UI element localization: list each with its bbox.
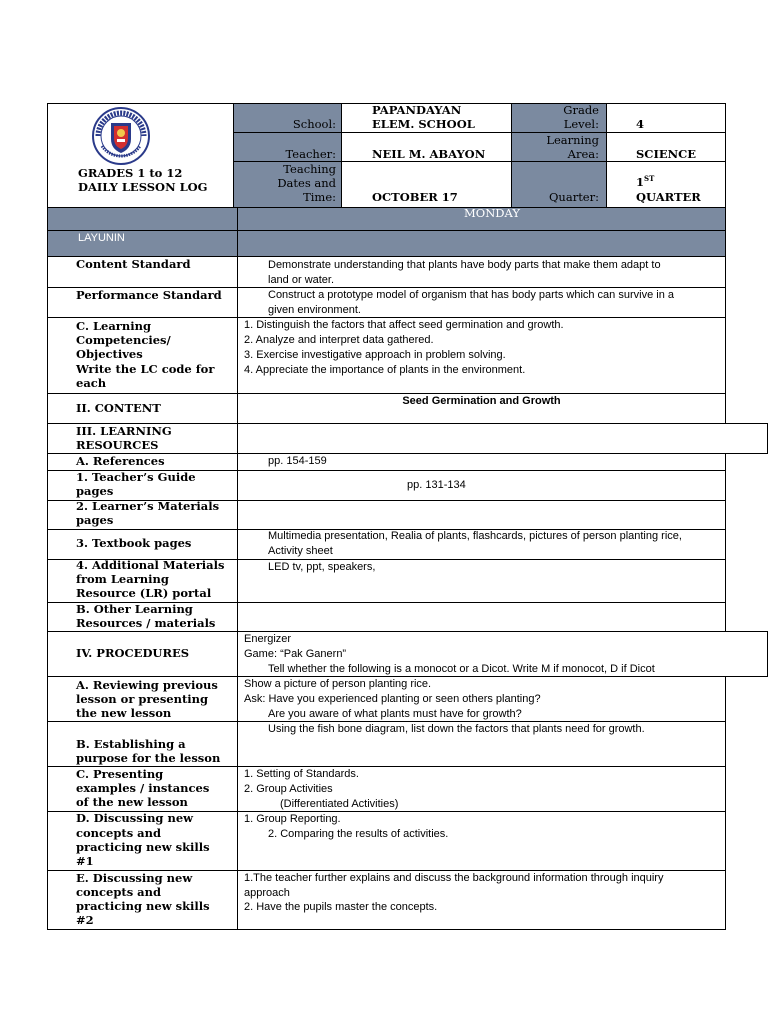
procedures-line1: Energizer bbox=[244, 633, 292, 645]
competencies-label-line2: Competencies/ bbox=[76, 333, 171, 347]
quarter-value-word: QUARTER bbox=[636, 190, 701, 204]
teacher-value: NEIL M. ABAYON bbox=[372, 147, 486, 161]
references-label: A. References bbox=[76, 454, 165, 468]
discussing2-line3: 2. Have the pupils master the concepts. bbox=[244, 901, 438, 913]
additional-materials-label-line1: 4. Additional Materials bbox=[76, 558, 225, 572]
additional-materials-label-line2: from Learning bbox=[76, 572, 169, 586]
presenting-label-line1: C. Presenting bbox=[76, 767, 164, 781]
layunin-cell bbox=[47, 230, 238, 257]
competencies-label-line1: C. Learning bbox=[76, 319, 152, 333]
deped-seal-logo bbox=[90, 106, 152, 166]
reviewing-label-line2: lesson or presenting bbox=[76, 692, 209, 706]
quarter-value-number bbox=[636, 175, 654, 190]
content-standard-label: Content Standard bbox=[76, 257, 191, 271]
quarter-number: 1 bbox=[636, 175, 645, 189]
discussing2-label-line4: #2 bbox=[76, 913, 94, 927]
dates-label-line3: Time: bbox=[303, 190, 336, 204]
other-resources-value-cell bbox=[237, 602, 726, 632]
competency-item-4: 4. Appreciate the importance of plants in the environment. bbox=[244, 364, 526, 376]
other-resources-label-line2: Resources / materials bbox=[76, 616, 216, 630]
teacher-label: Teacher: bbox=[285, 147, 336, 161]
discussing2-label-line3: practicing new skills bbox=[76, 899, 210, 913]
discussing2-label-line2: concepts and bbox=[76, 885, 162, 899]
day-header-left-cell bbox=[47, 207, 238, 231]
textbook-label: 3. Textbook pages bbox=[76, 536, 192, 550]
establishing-label-line1: B. Establishing a bbox=[76, 737, 186, 751]
other-resources-label-line1: B. Other Learning bbox=[76, 602, 193, 616]
presenting-line2: 2. Group Activities bbox=[244, 783, 333, 795]
teachers-guide-value-cell bbox=[237, 470, 726, 501]
discussing1-label-line3: practicing new skills bbox=[76, 840, 210, 854]
discussing1-label-line2: concepts and bbox=[76, 826, 162, 840]
dates-value: OCTOBER 17 bbox=[372, 190, 458, 204]
grade-label-line2: Level: bbox=[563, 117, 599, 131]
establishing-label-line2: purpose for the lesson bbox=[76, 751, 221, 765]
procedures-label: IV. PROCEDURES bbox=[76, 646, 190, 660]
discussing1-label-line1: D. Discussing new bbox=[76, 811, 194, 825]
school-label: School: bbox=[292, 117, 336, 131]
presenting-label-line3: of the new lesson bbox=[76, 795, 188, 809]
teachers-guide-label-line1: 1. Teacher’s Guide bbox=[76, 470, 196, 484]
learning-resources-value-cell bbox=[237, 423, 768, 454]
area-value: SCIENCE bbox=[636, 147, 697, 161]
reviewing-label-line1: A. Reviewing previous bbox=[76, 678, 218, 692]
school-value-line1: PAPANDAYAN bbox=[372, 103, 462, 117]
presenting-line1: 1. Setting of Standards. bbox=[244, 768, 359, 780]
dates-label-line2: Dates and bbox=[277, 176, 336, 190]
content-standard-line1: Demonstrate understanding that plants have body parts that make them adapt to bbox=[268, 259, 661, 271]
content-standard-line2: land or water. bbox=[268, 274, 335, 286]
log-title-line1: GRADES 1 to 12 bbox=[78, 166, 183, 180]
competency-item-1: 1. Distinguish the factors that affect seed germination and growth. bbox=[244, 319, 564, 331]
textbook-line1: Multimedia presentation, Realia of plants, flashcards, pictures of person planting rice, bbox=[268, 530, 682, 542]
performance-standard-line1: Construct a prototype model of organism that has body parts which can survive in a bbox=[268, 289, 674, 301]
quarter-suffix: ST bbox=[644, 174, 655, 183]
learners-materials-value-cell bbox=[237, 500, 726, 530]
log-title-line2: DAILY LESSON LOG bbox=[78, 180, 208, 194]
competencies-label-line4: Write the LC code for bbox=[76, 362, 215, 376]
grade-label-line1: Grade bbox=[563, 103, 599, 117]
learners-materials-label-line2: pages bbox=[76, 513, 114, 527]
discussing1-line1: 1. Group Reporting. bbox=[244, 813, 341, 825]
learners-materials-label-line1: 2. Learner’s Materials bbox=[76, 499, 220, 513]
layunin-right-cell bbox=[237, 230, 726, 257]
additional-materials-label-line3: Resource (LR) portal bbox=[76, 586, 212, 600]
competencies-label-line3: Objectives bbox=[76, 347, 143, 361]
discussing1-line2: 2. Comparing the results of activities. bbox=[268, 828, 449, 840]
grade-value-cell bbox=[606, 103, 726, 133]
additional-materials-value: LED tv, ppt, speakers, bbox=[268, 561, 376, 573]
presenting-label-line2: examples / instances bbox=[76, 781, 210, 795]
discussing1-label-line4: #1 bbox=[76, 854, 94, 868]
textbook-line2: Activity sheet bbox=[268, 545, 333, 557]
reviewing-line1: Show a picture of person planting rice. bbox=[244, 678, 432, 690]
procedures-line3: Tell whether the following is a monocot or a Dicot. Write M if monocot, D if Dicot bbox=[268, 663, 655, 675]
establishing-value: Using the fish bone diagram, list down the factors that plants need for growth. bbox=[268, 723, 645, 735]
teachers-guide-label-line2: pages bbox=[76, 484, 114, 498]
layunin-label: LAYUNIN bbox=[78, 232, 125, 244]
competencies-label-line5: each bbox=[76, 376, 107, 390]
content-value: Seed Germination and Growth bbox=[402, 395, 561, 407]
presenting-line3: (Differentiated Activities) bbox=[280, 798, 399, 810]
performance-standard-line2: given environment. bbox=[268, 304, 361, 316]
reviewing-line2: Ask: Have you experienced planting or seen others planting? bbox=[244, 693, 541, 705]
competency-item-2: 2. Analyze and interpret data gathered. bbox=[244, 334, 434, 346]
reviewing-label-line3: the new lesson bbox=[76, 706, 172, 720]
quarter-label: Quarter: bbox=[549, 190, 599, 204]
reviewing-line3: Are you aware of what plants must have for growth? bbox=[268, 708, 522, 720]
grade-value: 4 bbox=[636, 117, 645, 131]
area-label-line2: Area: bbox=[567, 147, 599, 161]
content-label: II. CONTENT bbox=[76, 401, 161, 415]
references-value: pp. 154-159 bbox=[268, 455, 327, 467]
area-label-line1: Learning bbox=[546, 133, 599, 147]
learning-resources-label-line1: III. LEARNING bbox=[76, 424, 172, 438]
dates-label-line1: Teaching bbox=[283, 162, 336, 176]
discussing2-line2: approach bbox=[244, 887, 290, 899]
performance-standard-label: Performance Standard bbox=[76, 288, 222, 302]
discussing2-label-line1: E. Discussing new bbox=[76, 871, 193, 885]
teachers-guide-value: pp. 131-134 bbox=[407, 479, 466, 491]
competency-item-3: 3. Exercise investigative approach in problem solving. bbox=[244, 349, 506, 361]
learning-resources-label-line2: RESOURCES bbox=[76, 438, 159, 452]
day-header: MONDAY bbox=[464, 206, 520, 220]
discussing2-line1: 1.The teacher further explains and discuss the background information through inquiry bbox=[244, 872, 664, 884]
school-value-line2: ELEM. SCHOOL bbox=[372, 117, 475, 131]
procedures-line2: Game: “Pak Ganern” bbox=[244, 648, 347, 660]
